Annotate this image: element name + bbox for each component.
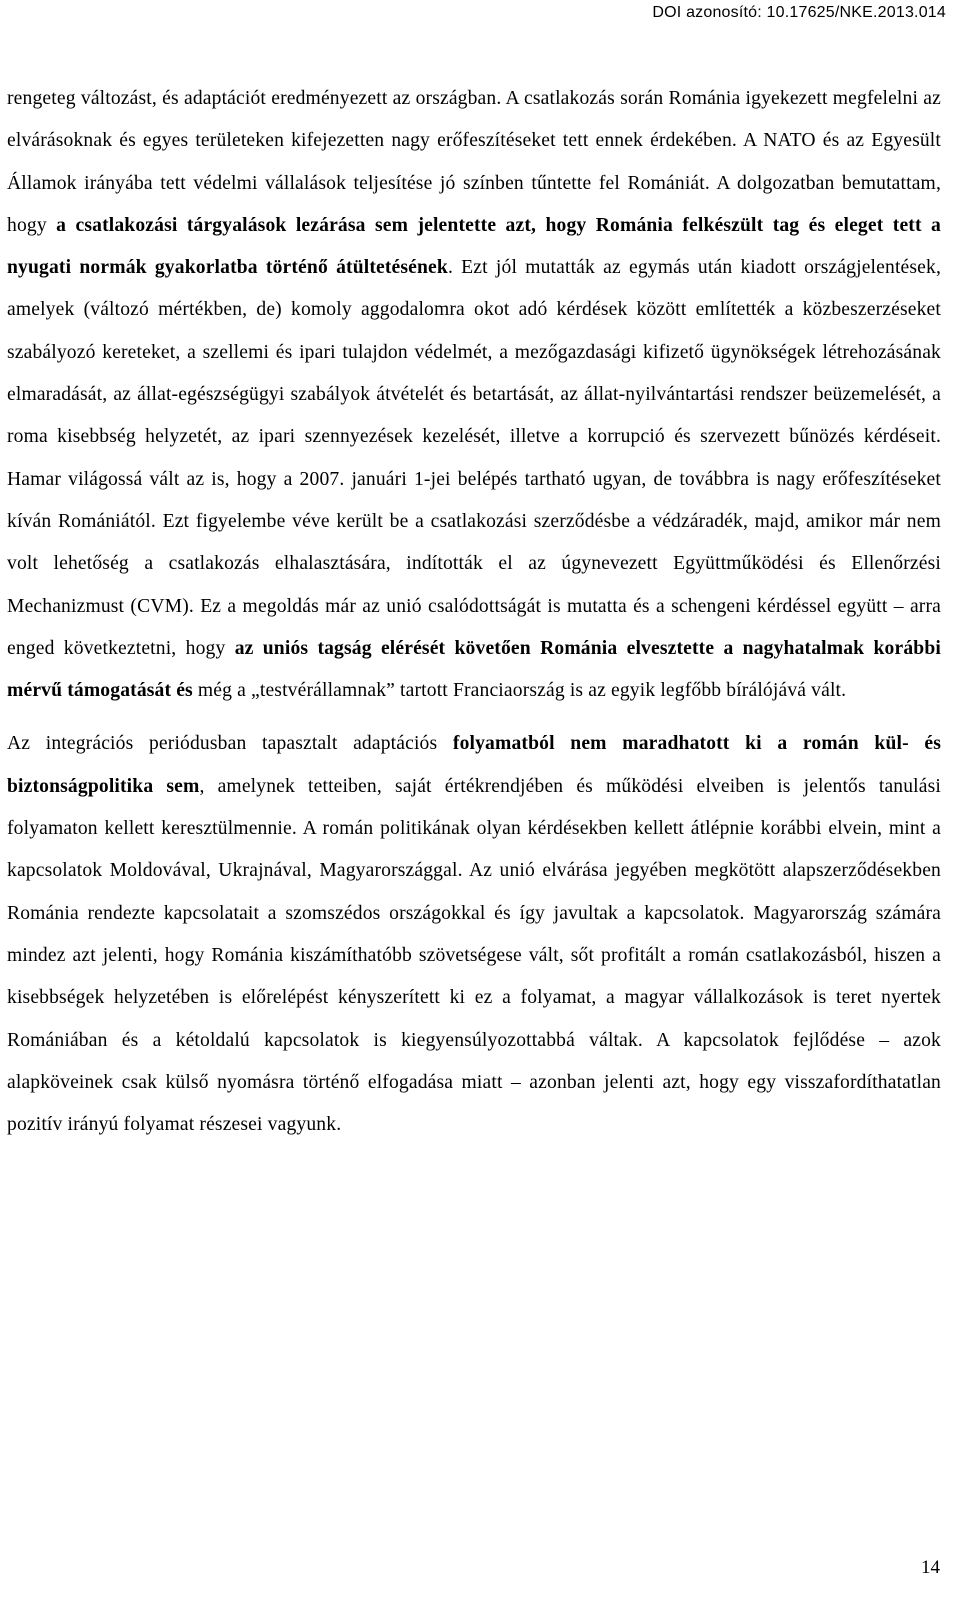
paragraph-1-bold-2: az uniós tagság elérését követően Románia elvesztette a nagyhatalmak korábbi mérvű támogatását és <box>7 637 941 702</box>
paragraph-1-text-1: rengeteg változást, és adaptációt eredményezett az országban. A csatlakozás során Románia igyekezett megfelelni az elvárásoknak és egyes területeken kifejezetten nagy erőfeszítéseket tett ennek érdekében. A NATO és az Egyesült Államok irányába tett védelmi vállalások teljesítése jó színben tűntette fel Romániát. A dolgozatban bemutattam, hogy <box>7 88 941 236</box>
paragraph-2 <box>7 723 941 1146</box>
paragraph-2-bold-1: folyamatból nem maradhatott ki a román kül- és biztonságpolitika sem <box>7 733 941 797</box>
paragraph-2-text-1: Az integrációs periódusban tapasztalt adaptációs <box>7 733 453 755</box>
paragraph-1 <box>7 78 941 712</box>
paragraph-2-text-2: , amelynek tetteiben, saját értékrendjében és működési elveiben is jelentős tanulási folyamaton kellett keresztülmennie. A román politikának olyan kérdésekben kellett átlépnie korábbi elvein, mint a kapcsolatok Moldovával, Ukrajnával, Magyarországgal. Az unió elvárása jegyében megkötött alapszerződésekben Románia rendezte kapcsolatait a szomszédos országokkal és így javultak a kapcsolatok. Magyarország számára mindez azt jelenti, hogy Románia kiszámíthatóbb szövetségese vált, sőt profitált a román csatlakozásból, hiszen a kisebbségek helyzetében is előrelépést kényszerített ki ez a folyamat, a magyar vállalkozások is teret nyertek Romániában és a kétoldalú kapcsolatok is kiegyensúlyozottabbá váltak. A kapcsolatok fejlődése – azok alapköveinek csak külső nyomásra történő elfogadása miatt – azonban jelenti azt, hogy egy visszafordíthatatlan pozitív irányú folyamat részesei vagyunk. <box>7 775 941 1136</box>
paragraph-1-text-2: . Ezt jól mutatták az egymás után kiadott országjelentések, amelyek (változó mértékben, de) komoly aggodalomra okot adó kérdések között említették a közbeszerzéseket szabályozó kereteket, a szellemi és ipari tulajdon védelmét, a mezőgazdasági kifizető ügynökségek létrehozásának elmaradását, az állat-egészségügyi szabályok átvételét és betartását, az állat-nyilvántartási rendszer beüzemelését, a roma kisebbség helyzetét, az ipari szennyezések kezelését, illetve a korrupció és szervezett bűnözés kérdéseit. Hamar világossá vált az is, hogy a 2007. januári 1-jei belépés tartható ugyan, de továbbra is nagy erőfeszítéseket kíván Romániától. Ezt figyelembe véve került be a csatlakozási szerződésbe a védzáradék, majd, amikor már nem volt lehetőség a csatlakozás elhalasztására, indították el az úgynevezett Együttműködési és Ellenőrzési Mechanizmust (CVM). Ez a megoldás már az unió csalódottságát is mutatta és a schengeni kérdéssel együtt – arra enged következtetni, hogy <box>7 257 942 659</box>
paragraph-1-bold-1: a csatlakozási tárgyalások lezárása sem jelentette azt, hogy Románia felkészült tag és eleget tett a nyugati normák gyakorlatba történő átültetésének <box>7 214 941 279</box>
doi-header: DOI azonosító: 10.17625/NKE.2013.014 <box>652 4 946 21</box>
page-number: 14 <box>921 1557 940 1578</box>
paragraph-1-text-3: még a „testvérállamnak” tartott Franciaország is az egyik legfőbb bírálójává vált. <box>192 680 847 702</box>
document-body <box>7 78 941 1146</box>
